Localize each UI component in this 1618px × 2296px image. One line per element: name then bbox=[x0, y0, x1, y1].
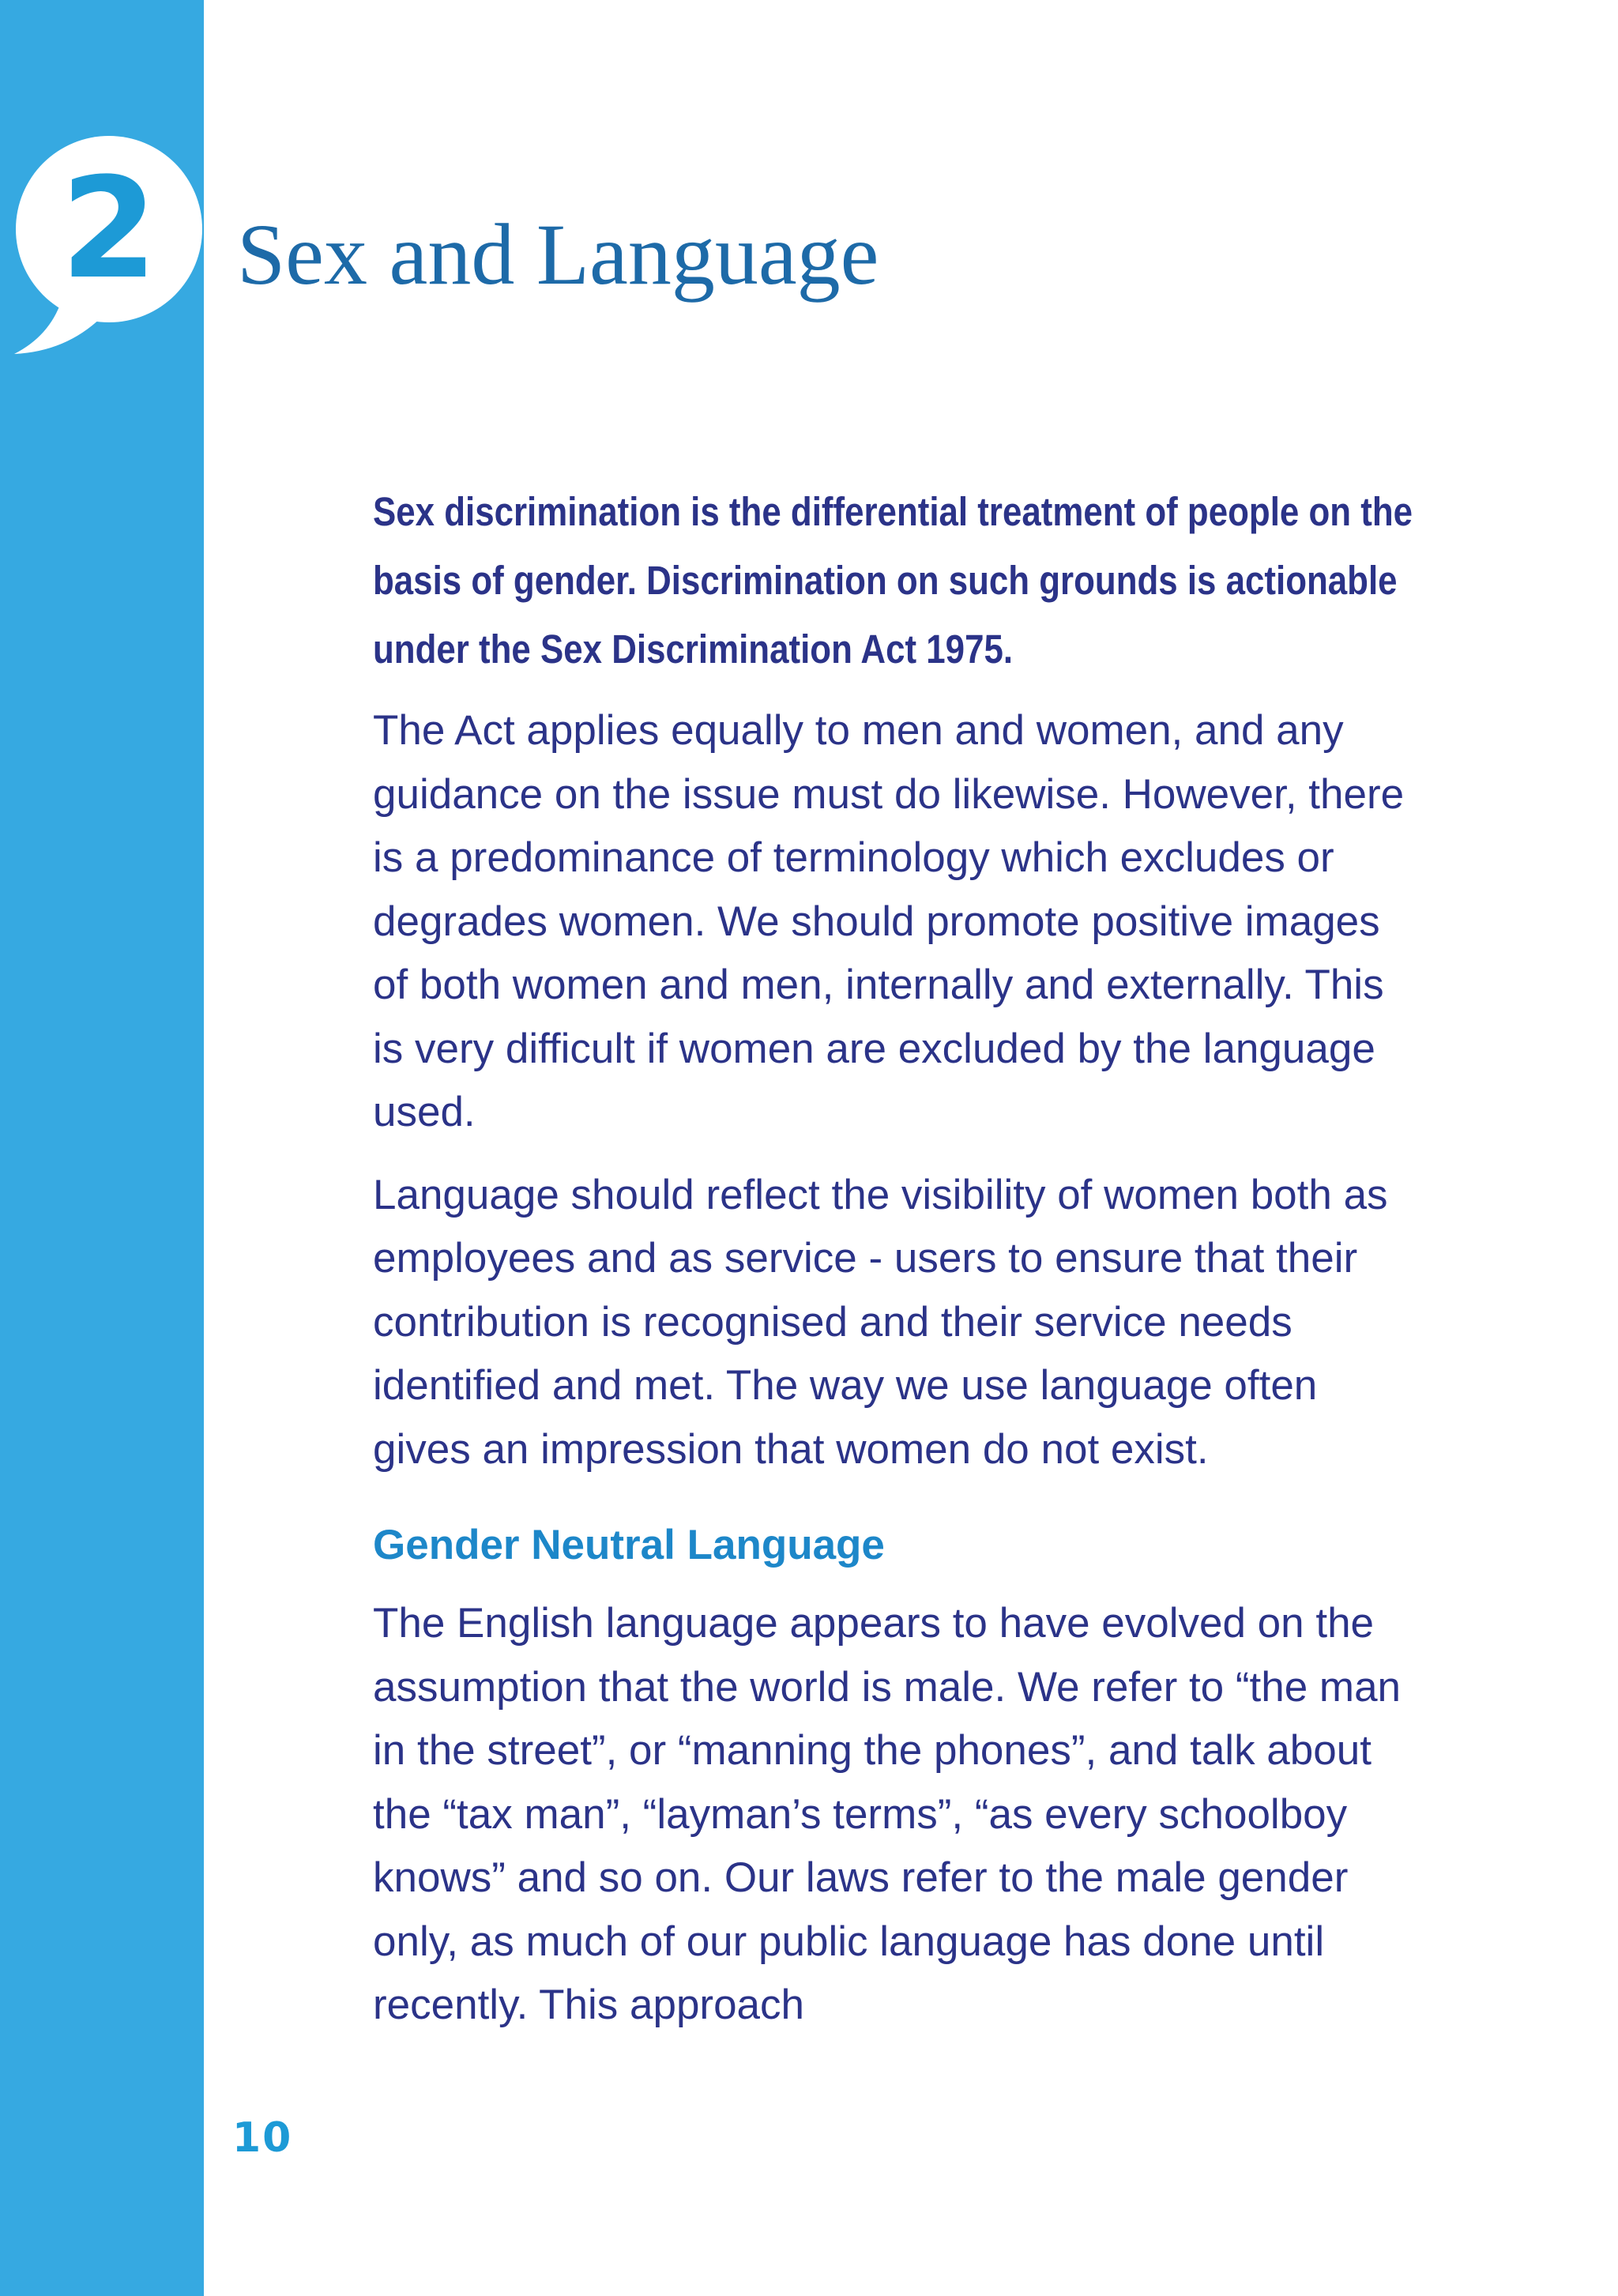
chapter-number: 2 bbox=[60, 148, 158, 310]
chapter-title: Sex and Language bbox=[237, 206, 879, 303]
chapter-badge bbox=[6, 134, 212, 363]
section-paragraph: The English language appears to have evolved on the assumption that the world is male. We refer to “the man in the street”, or “manning the phones”, and talk about the “tax man”, “layman’s terms”, “as every schoolboy knows” and so on. Our laws refer to the male gender only, as much of our public language has done until recently. This approach bbox=[373, 1600, 1402, 2028]
body-paragraph: Language should reflect the visibility of women both as employees and as service - users to ensure that their contribution is recognised and their service needs identified and met. The way we use language often gives an impression that women do not exist. bbox=[373, 1171, 1388, 1473]
body-paragraph: The Act applies equally to men and women, and any guidance on the issue must do likewise. However, there is a predominance of terminology which excludes or degrades women. We should promote positive images of both women and men, internally and externally. This is very difficult if women are excluded by the language used. bbox=[373, 707, 1405, 1135]
lead-paragraph: Sex discrimination is the differential treatment of people on the basis of gender. Discrimination on such grounds is actionable under the Sex Discrimination Act 1975. bbox=[373, 489, 1413, 672]
section-heading: Gender Neutral Language bbox=[373, 1522, 885, 1568]
page-number: 10 bbox=[232, 2114, 293, 2162]
main-content bbox=[373, 477, 1424, 2057]
